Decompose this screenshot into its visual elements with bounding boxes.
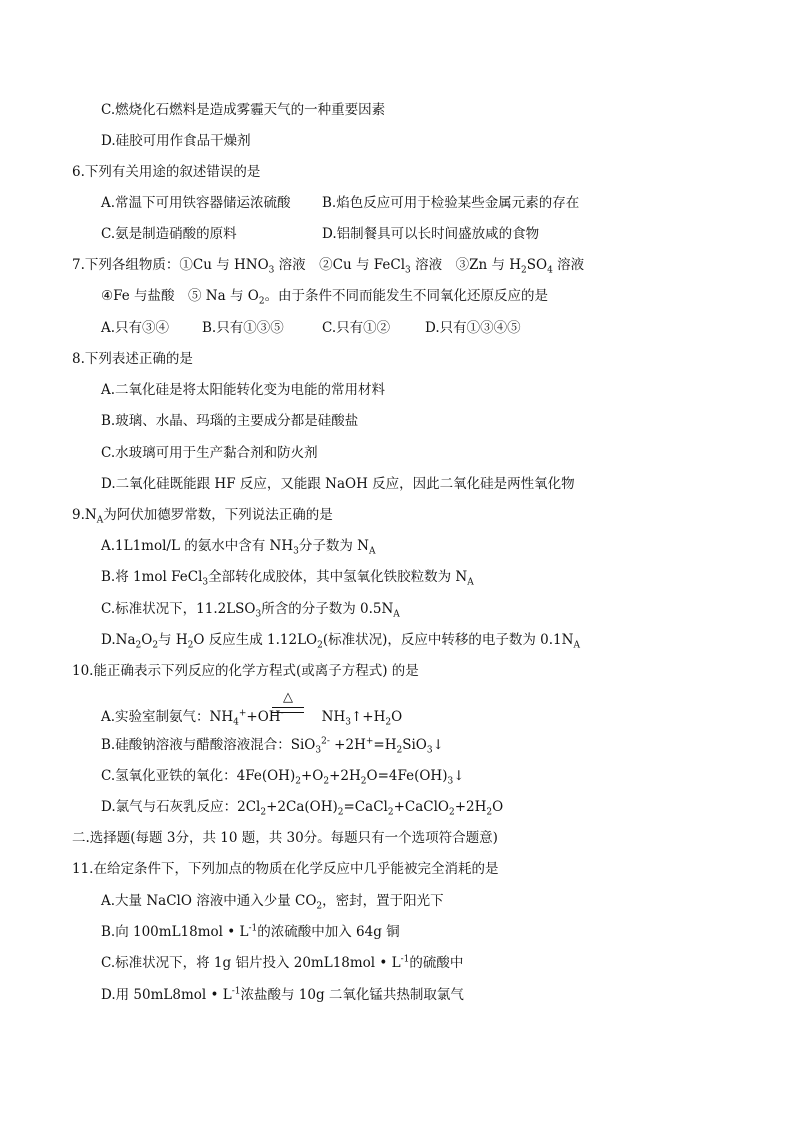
q5-option-d: D.硅胶可用作食品干燥剂	[101, 133, 251, 149]
q9-option-d: $D.Na_2O_2$与 $H_2O$ 反应生成 $1.12LO_2$(标准状况)，反应中转移的电子数为 $0.1N_A$	[101, 632, 580, 651]
heat-symbol: △	[283, 690, 293, 705]
question-7-line-2: ④Fe 与盐酸 ⑤ Na 与 $O_2$。由于条件不同而能发生不同氧化还原反应的是	[101, 288, 549, 307]
q5-option-c: C.燃烧化石燃料是造成雾霾天气的一种重要因素	[101, 102, 386, 118]
q9-option-b: B.将 1mol FeCl$_3$全部转化成胶体，其中氢氧化铁胶粒数为 $N_A$	[101, 569, 474, 588]
q6-option-a: A.常温下可用铁容器储运浓硫酸	[101, 195, 291, 211]
q9-option-c: C.标准状况下，$11.2LSO_3$所含的分子数为 $0.5N_A$	[101, 601, 400, 620]
q8-option-c: C.水玻璃可用于生产黏合剂和防火剂	[101, 445, 318, 461]
q7-option-a: A.只有③④	[101, 320, 170, 336]
question-9: $9.N_A$为阿伏加德罗常数，下列说法正确的是	[72, 507, 333, 526]
q8-option-a: A.二氧化硅是将太阳能转化变为电能的常用材料	[101, 382, 386, 398]
q10-option-d: D.氯气与石灰乳反应：$2Cl_2+2Ca(OH)_2=CaCl_2+CaClO_2+2H_2O$	[101, 799, 504, 818]
question-10: 10.能正确表示下列反应的化学方程式(或离子方程式) 的是	[72, 663, 419, 679]
q10-option-c: C.氢氧化亚铁的氧化：$4Fe(OH)_2+O_2+2H_2O=4Fe(OH)_3↓$	[101, 768, 465, 787]
q7-option-d: D.只有①③④⑤	[425, 320, 521, 336]
q6-option-d: D.铝制餐具可以长时间盛放咸的食物	[322, 226, 540, 242]
q6-option-b: B.焰色反应可用于检验某些金属元素的存在	[322, 195, 580, 211]
q10-option-b: B.硅酸钠溶液与醋酸溶液混合：$SiO_3^{2-} +2H^+=H_2SiO_3↓$	[101, 736, 444, 756]
section-2-heading: 二.选择题(每题 3分，共 10 题，共 30分。每题只有一个选项符合题意)	[72, 830, 498, 846]
question-6: 6.下列有关用途的叙述错误的是	[72, 164, 261, 180]
q10-option-a: A.实验室制氨气：$NH_4^++OH^-$ $NH_3↑+H_2O$	[101, 708, 403, 728]
q11-option-c: C.标准状况下，将 1g 铝片投入 20mL18mol • $L^{-1}$的硫酸中	[101, 954, 464, 971]
q8-option-d: D.二氧化硅既能跟 HF 反应，又能跟 NaOH 反应，因此二氧化硅是两性氧化物	[101, 476, 575, 492]
q11-option-b: B.向 100mL18mol • $L^{-1}$的浓硫酸中加入 64g 铜	[101, 923, 400, 940]
question-11: 11.在给定条件下，下列加点的物质在化学反应中几乎能被完全消耗的是	[72, 861, 499, 877]
q6-option-c: C.氨是制造硝酸的原料	[101, 226, 237, 242]
q9-option-a: A.1L1mol/L 的氨水中含有 $NH_3$分子数为 $N_A$	[101, 538, 376, 557]
q11-option-a: A.大量 NaClO 溶液中通入少量 $CO_2$，密封，置于阳光下	[101, 893, 444, 912]
question-7: 7.下列各组物质：①Cu 与 $HNO_3$ 溶液 ②Cu 与 FeCl$_3$ 溶液 ③Zn 与 $H_2SO_4$ 溶液	[72, 257, 585, 276]
q8-option-b: B.玻璃、水晶、玛瑙的主要成分都是硅酸盐	[101, 413, 359, 429]
question-8: 8.下列表述正确的是	[72, 351, 193, 367]
q7-option-b: B.只有①③⑤	[202, 320, 284, 336]
q7-option-c: C.只有①②	[322, 320, 391, 336]
q11-option-d: D.用 50mL8mol • $L^{-1}$浓盐酸与 10g 二氧化锰共热制取氯气	[101, 986, 464, 1003]
